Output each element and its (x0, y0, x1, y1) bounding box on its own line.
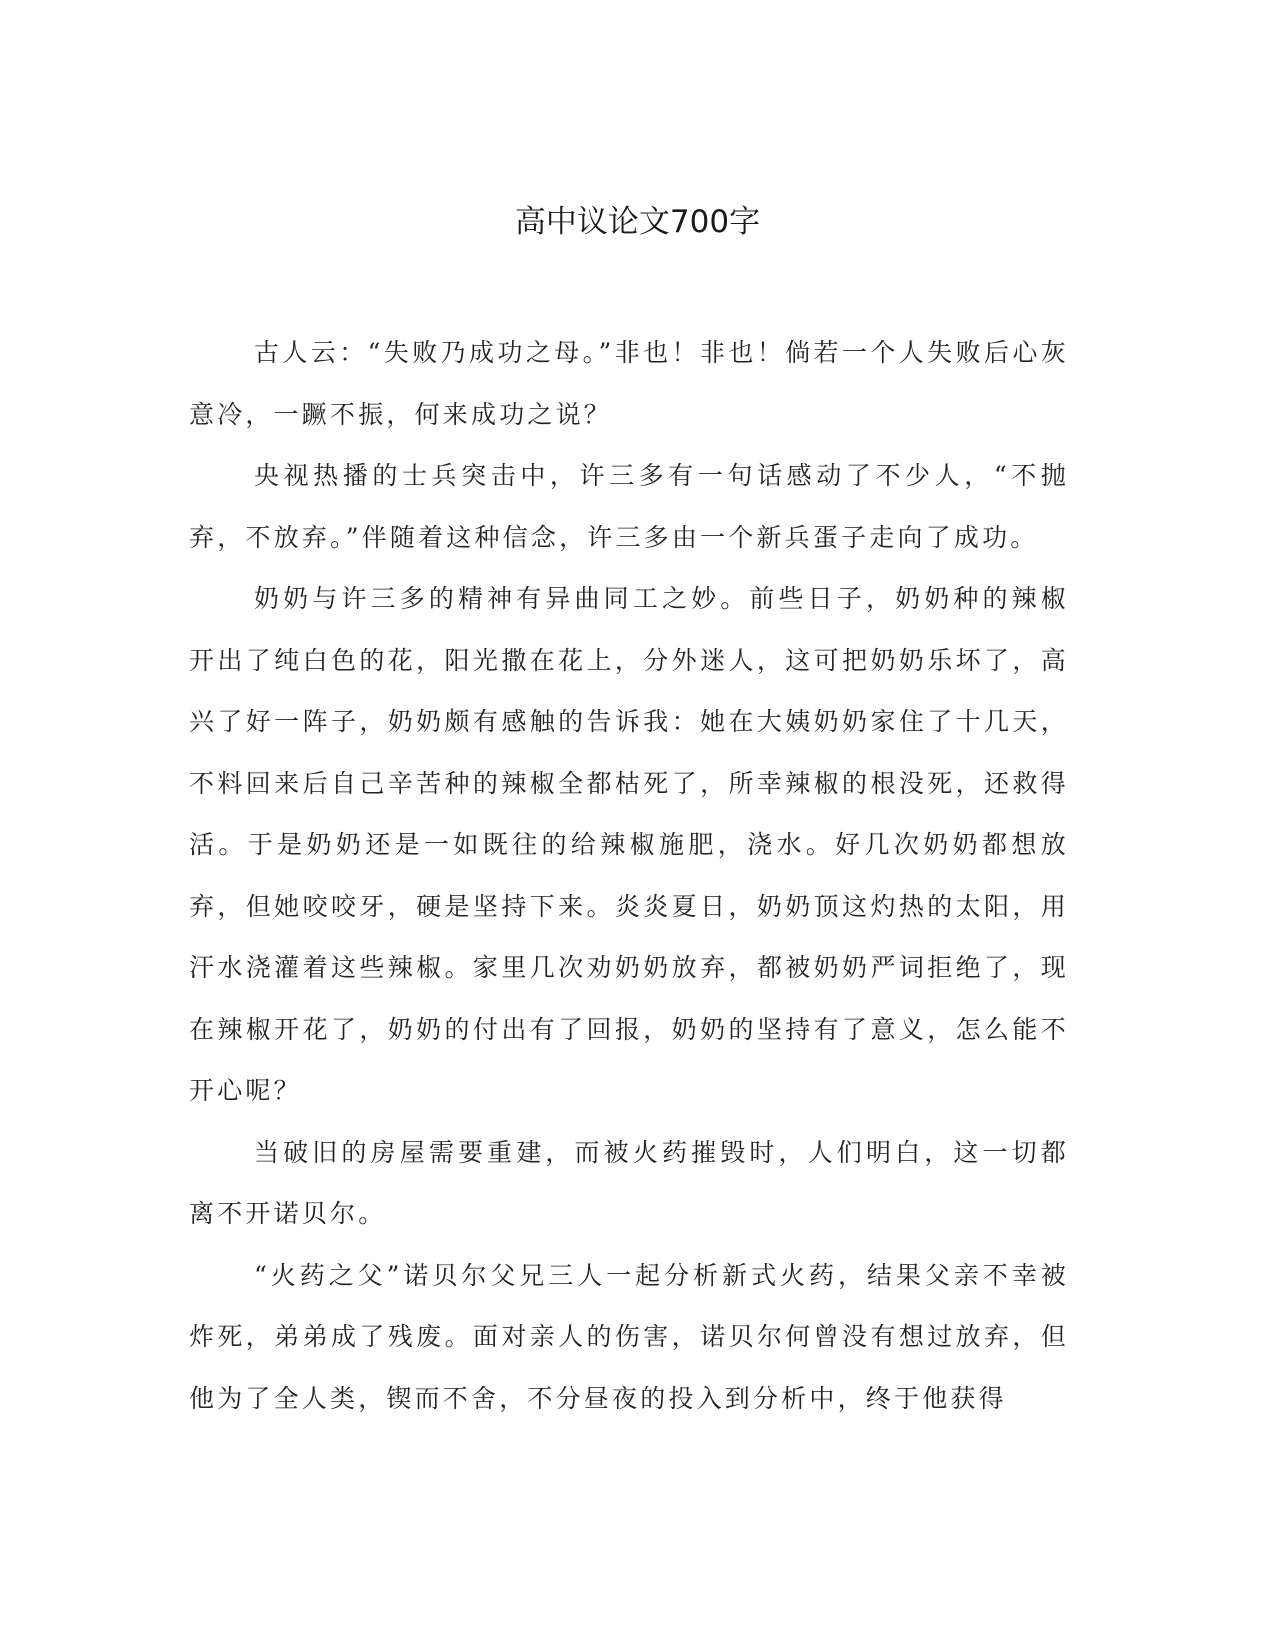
paragraph: 古人云：“失败乃成功之母。”非也！非也！倘若一个人失败后心灰意冷，一蹶不振，何来成功之说？ (189, 338, 1069, 429)
document-body (189, 322, 1069, 1429)
paragraph: 奶奶与许三多的精神有异曲同工之妙。前些日子，奶奶种的辣椒开出了纯白色的花，阳光撒在花上，分外迷人，这可把奶奶乐坏了，高兴了好一阵子，奶奶颇有感触的告诉我：她在大姨奶奶家住了十几天，不料回来后自己辛苦种的辣椒全都枯死了，所幸辣椒的根没死，还救得活。于是奶奶还是一如既往的给辣椒施肥，浇水。好几次奶奶都想放弃，但她咬咬牙，硬是坚持下来。炎炎夏日，奶奶顶这灼热的太阳，用汗水浇灌着这些辣椒。家里几次劝奶奶放弃，都被奶奶严词拒绝了，现在辣椒开花了，奶奶的付出有了回报，奶奶的坚持有了意义，怎么能不开心呢？ (189, 584, 1069, 1105)
document-title: 高中议论文700字 (514, 204, 761, 240)
paragraph: 当破旧的房屋需要重建，而被火药摧毁时，人们明白，这一切都离不开诺贝尔。 (189, 1137, 1069, 1228)
paragraph: “火药之父”诺贝尔父兄三人一起分析新式火药，结果父亲不幸被炸死，弟弟成了残废。面对亲人的伤害，诺贝尔何曾没有想过放弃，但他为了全人类，锲而不舍，不分昼夜的投入到分析中，终于他获得 (189, 1260, 1069, 1413)
paragraph: 央视热播的士兵突击中，许三多有一句话感动了不少人，“不抛弃，不放弃。”伴随着这种信念，许三多由一个新兵蛋子走向了成功。 (189, 461, 1069, 552)
